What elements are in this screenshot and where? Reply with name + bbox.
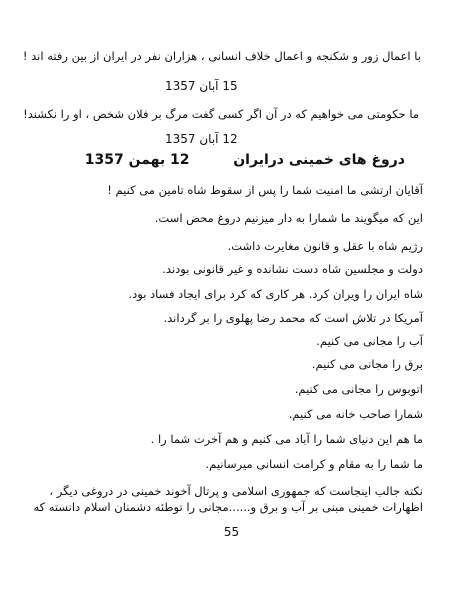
section-heading — [85, 150, 405, 170]
body-line: اتوبوس را مجانی می کنیم. — [294, 382, 423, 396]
body-line: شاه ایران را ویران کرد. هر کاری که کرد برای ایجاد فساد بود. — [128, 287, 423, 301]
intro-line-1: با اعمال زور و شکنجه و اعمال خلاف انسانی ، هزاران نفر در ایران از بین رفته اند ! — [22, 49, 421, 63]
body-line: آقایان ارتشی ما امنیت شما را پس از سقوط شاه تامین می کنیم ! — [107, 183, 423, 197]
body-line: شمارا صاحب خانه می کنیم. — [288, 407, 423, 421]
body-line: نکته جالب اینجاست که جمهوری اسلامی و پرتال آخوند خمینی در دروغی دیگر ، — [49, 484, 423, 498]
intro-line-2: ما حکومتی می خواهیم که در آن اگر کسی گفت مرگ بر فلان شخص ، او را نکشند! — [23, 107, 419, 121]
body-line: این که میگویند ما شمارا به دار میزنیم دروغ محض است. — [154, 211, 423, 225]
body-line: دولت و مجلسین شاه دست نشانده و غیر قانونی بودند. — [162, 262, 423, 276]
body-line: رژیم شاه با عقل و قانون مغایرت داشت. — [227, 239, 423, 253]
body-line: ما شما را به مقام و کرامت انسانی میرسانیم. — [205, 457, 423, 471]
heading-title: دروغ های خمینی درایران — [233, 152, 405, 168]
body-line: اظهارات خمینی مبنی بر آب و برق و......مجانی را توطئه دشمنان اسلام دانسته که — [33, 500, 423, 514]
date-line-2: 12 آبان 1357 — [165, 132, 238, 146]
heading-date: 12 بهمن 1357 — [84, 152, 190, 168]
date-line-1: 15 آبان 1357 — [165, 79, 238, 93]
body-line: برق را مجانی می کنیم. — [311, 357, 423, 371]
page-number: 55 — [223, 525, 240, 539]
body-line: آب را مجانی می کنیم. — [316, 334, 423, 348]
body-line: ما هم این دنیای شما را آباد می کنیم و هم آخرت شما را . — [150, 432, 423, 446]
body-line: آمریکا در تلاش است که محمد رضا پهلوی را بر گرداند. — [163, 311, 423, 325]
